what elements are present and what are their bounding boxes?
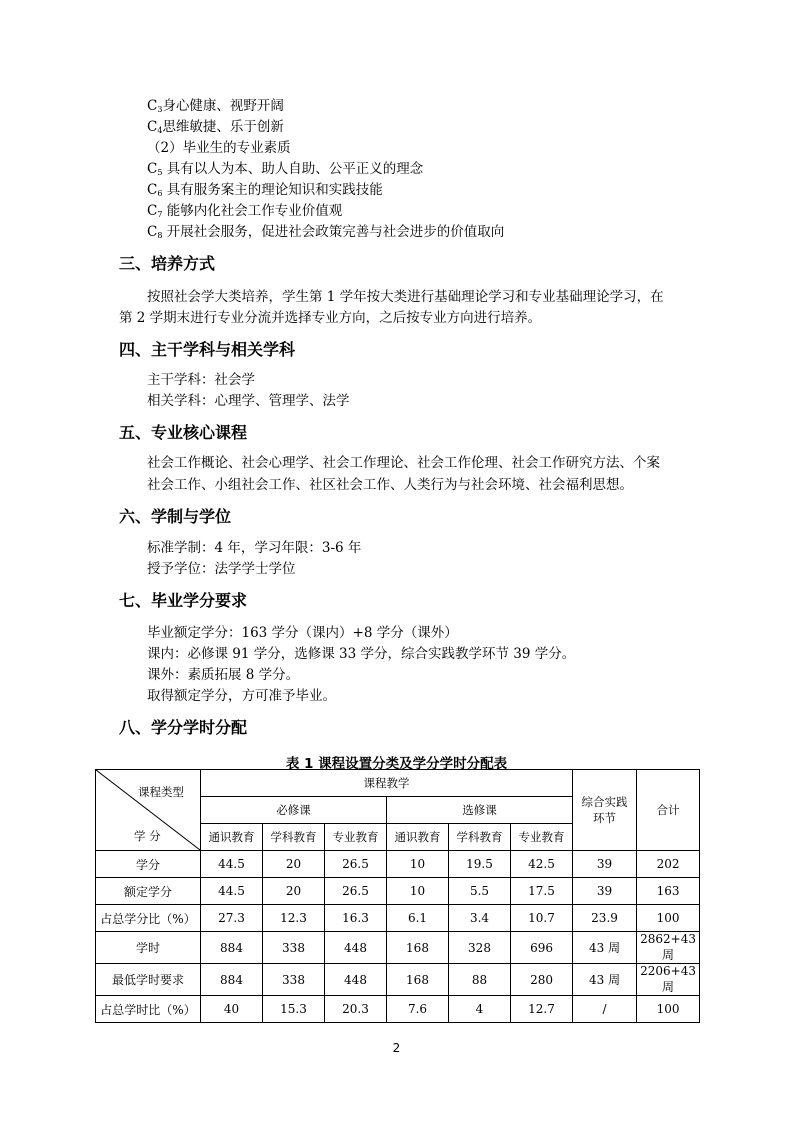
cell: 10.7 [511,905,573,932]
paragraph-line: 相关学科：心理学、管理学、法学 [147,393,350,409]
section-heading: 五、专业核心课程 [119,423,248,442]
subheader-cell: 专业教育 [511,824,573,851]
cell: 2206+43 周 [637,964,700,996]
header-course-teaching: 课程教学 [201,770,573,797]
subheader-cell: 通识教育 [201,824,263,851]
cell: 20 [263,878,325,905]
cell: 26.5 [325,851,387,878]
cell: 4 [449,996,511,1023]
list-item: $C_6$ 具有服务案主的理论知识和实践技能 [147,182,383,198]
cell: 202 [637,851,700,878]
cell: 448 [325,932,387,964]
cell: 43 周 [573,964,637,996]
cell: 44.5 [201,878,263,905]
list-subheading: （2）毕业生的专业素质 [147,140,291,156]
row-label: 占总学分比（%） [96,905,201,932]
cell: 88 [449,964,511,996]
cell: 338 [263,964,325,996]
list-item: $C_7$ 能够内化社会工作专业价值观 [147,203,343,219]
cell: 10 [387,851,449,878]
cell: / [573,996,637,1023]
row-label: 学分 [96,851,201,878]
section-heading: 八、学分学时分配 [119,718,248,737]
cell: 163 [637,878,700,905]
cell: 3.4 [449,905,511,932]
cell: 280 [511,964,573,996]
corner-label-type: 课程类型 [138,785,184,799]
table-row [96,932,700,964]
cell: 12.7 [511,996,573,1023]
cell: 168 [387,932,449,964]
subheader-cell: 学科教育 [263,824,325,851]
paragraph-line: 按照社会学大类培养，学生第 1 学年按大类进行基础理论学习和专业基础理论学习，在 [147,289,664,305]
section-heading: 七、毕业学分要求 [119,591,248,610]
paragraph-line: 标准学制：4 年，学习年限：3-6 年 [147,540,362,556]
table-caption: 表 1 课程设置分类及学分学时分配表 [285,756,508,772]
paragraph-line: 毕业额定学分：163 学分（课内）+8 学分（课外） [147,625,458,641]
cell: 23.9 [573,905,637,932]
paragraph-line: 主干学科：社会学 [147,372,255,388]
cell: 6.1 [387,905,449,932]
cell: 2862+43 周 [637,932,700,964]
cell: 5.5 [449,878,511,905]
table-row [96,905,700,932]
page-number: 2 [392,1041,401,1055]
cell: 7.6 [387,996,449,1023]
row-label: 学时 [96,932,201,964]
cell: 12.3 [263,905,325,932]
table-row [96,996,700,1023]
cell: 168 [387,964,449,996]
row-label: 额定学分 [96,878,201,905]
paragraph-line: 课外：素质拓展 8 学分。 [147,667,300,683]
cell: 20.3 [325,996,387,1023]
list-item: $C_3$身心健康、视野开阔 [147,98,284,114]
cell: 100 [637,996,700,1023]
subheader-cell: 通识教育 [387,824,449,851]
cell: 338 [263,932,325,964]
cell: 15.3 [263,996,325,1023]
credit-allocation-table [95,769,700,1023]
cell: 696 [511,932,573,964]
cell: 44.5 [201,851,263,878]
cell: 884 [201,964,263,996]
cell: 100 [637,905,700,932]
corner-label-credit: 学 分 [134,829,161,843]
table-row [96,851,700,878]
subheader-cell: 专业教育 [325,824,387,851]
paragraph-line: 社会工作、小组社会工作、社区社会工作、人类行为与社会环境、社会福利思想。 [147,477,633,493]
header-practice: 综合实践环节 [573,770,637,851]
cell: 39 [573,851,637,878]
cell: 884 [201,932,263,964]
cell: 42.5 [511,851,573,878]
header-elective: 选修课 [387,797,573,824]
cell: 39 [573,878,637,905]
paragraph-line: 社会工作概论、社会心理学、社会工作理论、社会工作伦理、社会工作研究方法、个案 [147,455,660,471]
section-heading: 六、学制与学位 [119,507,232,526]
cell: 16.3 [325,905,387,932]
header-required: 必修课 [201,797,387,824]
cell: 19.5 [449,851,511,878]
paragraph-line: 授予学位：法学学士学位 [147,561,296,577]
cell: 27.3 [201,905,263,932]
list-item: $C_8$ 开展社会服务，促进社会政策完善与社会进步的价值取向 [147,224,505,240]
header-total: 合计 [637,770,700,851]
cell: 40 [201,996,263,1023]
cell: 17.5 [511,878,573,905]
cell: 26.5 [325,878,387,905]
paragraph-line: 第 2 学期末进行专业分流并选择专业方向，之后按专业方向进行培养。 [119,310,542,326]
list-item: $C_4$思维敏捷、乐于创新 [147,119,284,135]
section-heading: 三、培养方式 [119,254,216,273]
cell: 10 [387,878,449,905]
cell: 448 [325,964,387,996]
table-row [96,878,700,905]
subheader-cell: 学科教育 [449,824,511,851]
row-label: 最低学时要求 [96,964,201,996]
table-row [96,964,700,996]
cell: 43 周 [573,932,637,964]
paragraph-line: 取得额定学分，方可准予毕业。 [147,688,336,704]
cell: 328 [449,932,511,964]
list-item: $C_5$ 具有以人为本、助人自助、公平正义的理念 [147,161,424,177]
section-heading: 四、主干学科与相关学科 [119,340,296,359]
row-label: 占总学时比（%） [96,996,201,1023]
cell: 20 [263,851,325,878]
paragraph-line: 课内：必修课 91 学分，选修课 33 学分，综合实践教学环节 39 学分。 [147,646,576,662]
table-corner-cell [96,770,201,851]
